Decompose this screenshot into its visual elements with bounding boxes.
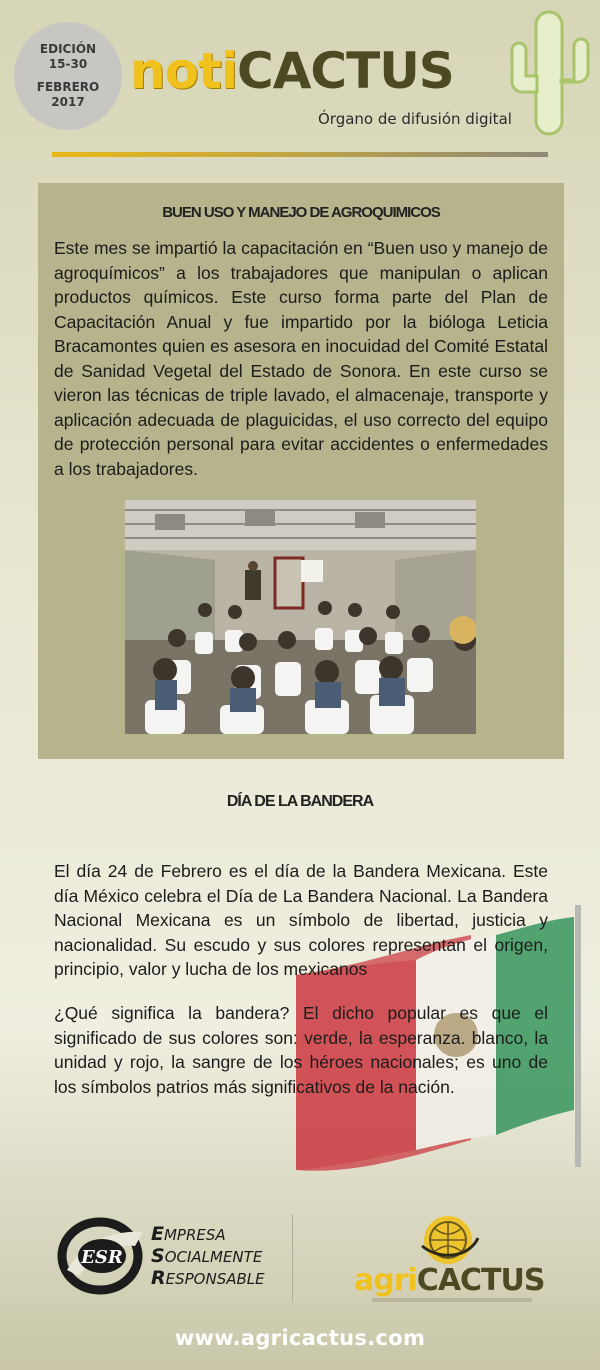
edition-year: 2017 <box>51 95 85 109</box>
esr-cap-s: S <box>151 1245 165 1267</box>
title-cactus: CACTUS <box>237 42 454 100</box>
footer-divider <box>292 1214 293 1302</box>
agri-part-a: agri <box>354 1263 417 1298</box>
edition-month: FEBRERO <box>36 80 100 94</box>
newsletter-title <box>130 40 454 102</box>
title-noti: noti <box>130 42 237 100</box>
svg-text:SOCIALMENTE <box>151 1245 263 1267</box>
section-heading-bandera: DÍA DE LA BANDERA <box>226 793 374 810</box>
esr-cap-r: R <box>151 1267 166 1289</box>
agricactus-logo <box>352 1212 552 1312</box>
svg-text:agriCACTUS <box>354 1263 544 1298</box>
article-body-bandera-2: ¿Qué significa la bandera? El dicho popular es que el significado de sus colores son: verde, la esperanza. blanco, la unidad y rojo, la sangre de los héroes nacionales; es uno de los símbolos patrios más significativos de la nación. <box>54 1003 548 1097</box>
website-url[interactable]: www.agricactus.com <box>174 1326 426 1350</box>
newsletter-subtitle: Órgano de difusión digital <box>318 110 512 128</box>
article-body-agroquimicos: Este mes se impartió la capacitación en “Buen uso y manejo de agroquímicos” a los trabajadores que manipulan o aplican productos químicos. Este curso forma parte del Plan de Capacitación Anual y fue impartido por la bióloga Leticia Bracamontes quien es asesora en inocuidad del Comité Estatal de Sanidad Vegetal del Estado de Sonora. En este curso se vieron las técnicas de triple lavado, el almacenaje, transporte y aplicación adecuada de plaguicidas, el uso correcto del equipo de protección personal para evitar accidentes o enfermedades a los trabajadores. <box>54 238 548 479</box>
training-session-photo <box>125 500 476 734</box>
edition-dates: 15-30 <box>48 57 88 71</box>
article-body-bandera-1: El día 24 de Febrero es el día de la Bandera Mexicana. Este día México celebra el Día de La Bandera Nacional. La Bandera Nacional Mexicana es un símbolo de libertad, justicia y nacionalidad. Su escudo y sus colores representan el origen, principio, valor y lucha de los mexicanos <box>54 861 548 979</box>
section-heading-agroquimicos: BUEN USO Y MANEJO DE AGROQUIMICOS <box>162 204 440 221</box>
edition-label: EDICIÓN <box>39 42 97 56</box>
agri-part-b: CACTUS <box>416 1263 545 1298</box>
esr-cap-e: E <box>151 1223 164 1245</box>
esr-line-1: MPRESA <box>163 1226 226 1244</box>
svg-text:EMPRESA <box>151 1223 226 1245</box>
header-divider <box>52 152 548 157</box>
cactus-logo-icon <box>506 6 594 138</box>
esr-line-2: OCIALMENTE <box>164 1248 263 1266</box>
edition-badge <box>14 22 122 130</box>
esr-line-3: ESPONSABLE <box>165 1270 265 1288</box>
esr-mark: ESR <box>81 1247 123 1268</box>
esr-logo <box>55 1210 295 1300</box>
svg-text:RESPONSABLE <box>151 1267 265 1289</box>
